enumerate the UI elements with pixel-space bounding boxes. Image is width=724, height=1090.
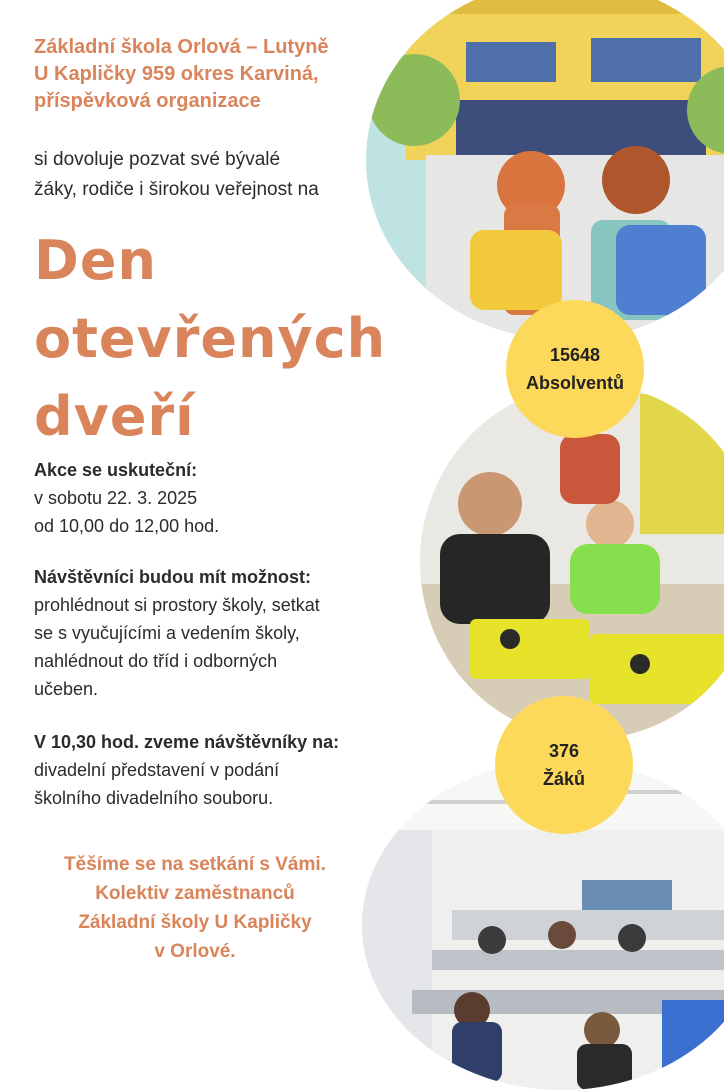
pupils-label: Žáků bbox=[542, 769, 585, 789]
pupils-badge bbox=[495, 696, 633, 834]
closing-line-1: Těšíme se na setkání s Vámi. bbox=[64, 854, 326, 875]
theatre-info bbox=[34, 728, 339, 812]
graduates-count: 15648 bbox=[549, 345, 601, 365]
title-line-1: Den bbox=[34, 229, 157, 292]
event-title bbox=[34, 222, 386, 456]
title-line-2: otevřených bbox=[34, 307, 387, 370]
visitor-options bbox=[34, 563, 320, 703]
invitation-line-2: žáky, rodiče i širokou veřejnost na bbox=[34, 179, 319, 200]
school-name-line-1: Základní škola Orlová – Lutyně bbox=[34, 36, 329, 58]
school-name-line-2: U Kapličky 959 okres Karviná, bbox=[34, 63, 319, 85]
school-name bbox=[34, 34, 329, 115]
visitors-line-3: nahlédnout do tříd i odborných bbox=[34, 651, 278, 671]
event-heading: Akce se uskuteční: bbox=[34, 460, 198, 480]
closing-line-2: Kolektiv zaměstnanců bbox=[95, 883, 295, 904]
invitation-line-1: si dovoluje pozvat své bývalé bbox=[34, 149, 281, 170]
closing-message bbox=[20, 850, 370, 966]
pupils-count: 376 bbox=[548, 741, 580, 761]
graduates-badge bbox=[506, 300, 644, 438]
visitors-line-2: se s vyučujícími a vedením školy, bbox=[34, 623, 300, 643]
title-line-3: dveří bbox=[34, 385, 195, 448]
theatre-line-2: školního divadelního souboru. bbox=[34, 788, 274, 808]
theatre-heading: V 10,30 hod. zveme návštěvníky na: bbox=[34, 732, 340, 752]
closing-line-3: Základní školy U Kapličky bbox=[78, 912, 312, 933]
theatre-line-1: divadelní představení v podání bbox=[34, 760, 280, 780]
closing-line-4: v Orlové. bbox=[154, 941, 236, 962]
school-name-line-3: příspěvková organizace bbox=[34, 90, 261, 112]
invitation-text bbox=[34, 145, 319, 205]
visitors-heading: Návštěvníci budou mít možnost: bbox=[34, 567, 312, 587]
event-date: v sobotu 22. 3. 2025 bbox=[34, 488, 198, 508]
visitors-line-4: učeben. bbox=[34, 679, 99, 699]
event-time: od 10,00 do 12,00 hod. bbox=[34, 516, 220, 536]
visitors-line-1: prohlédnout si prostory školy, setkat bbox=[34, 595, 320, 615]
school-illustration bbox=[366, 0, 724, 340]
graduates-label: Absolventů bbox=[525, 373, 624, 393]
event-details bbox=[34, 456, 219, 540]
